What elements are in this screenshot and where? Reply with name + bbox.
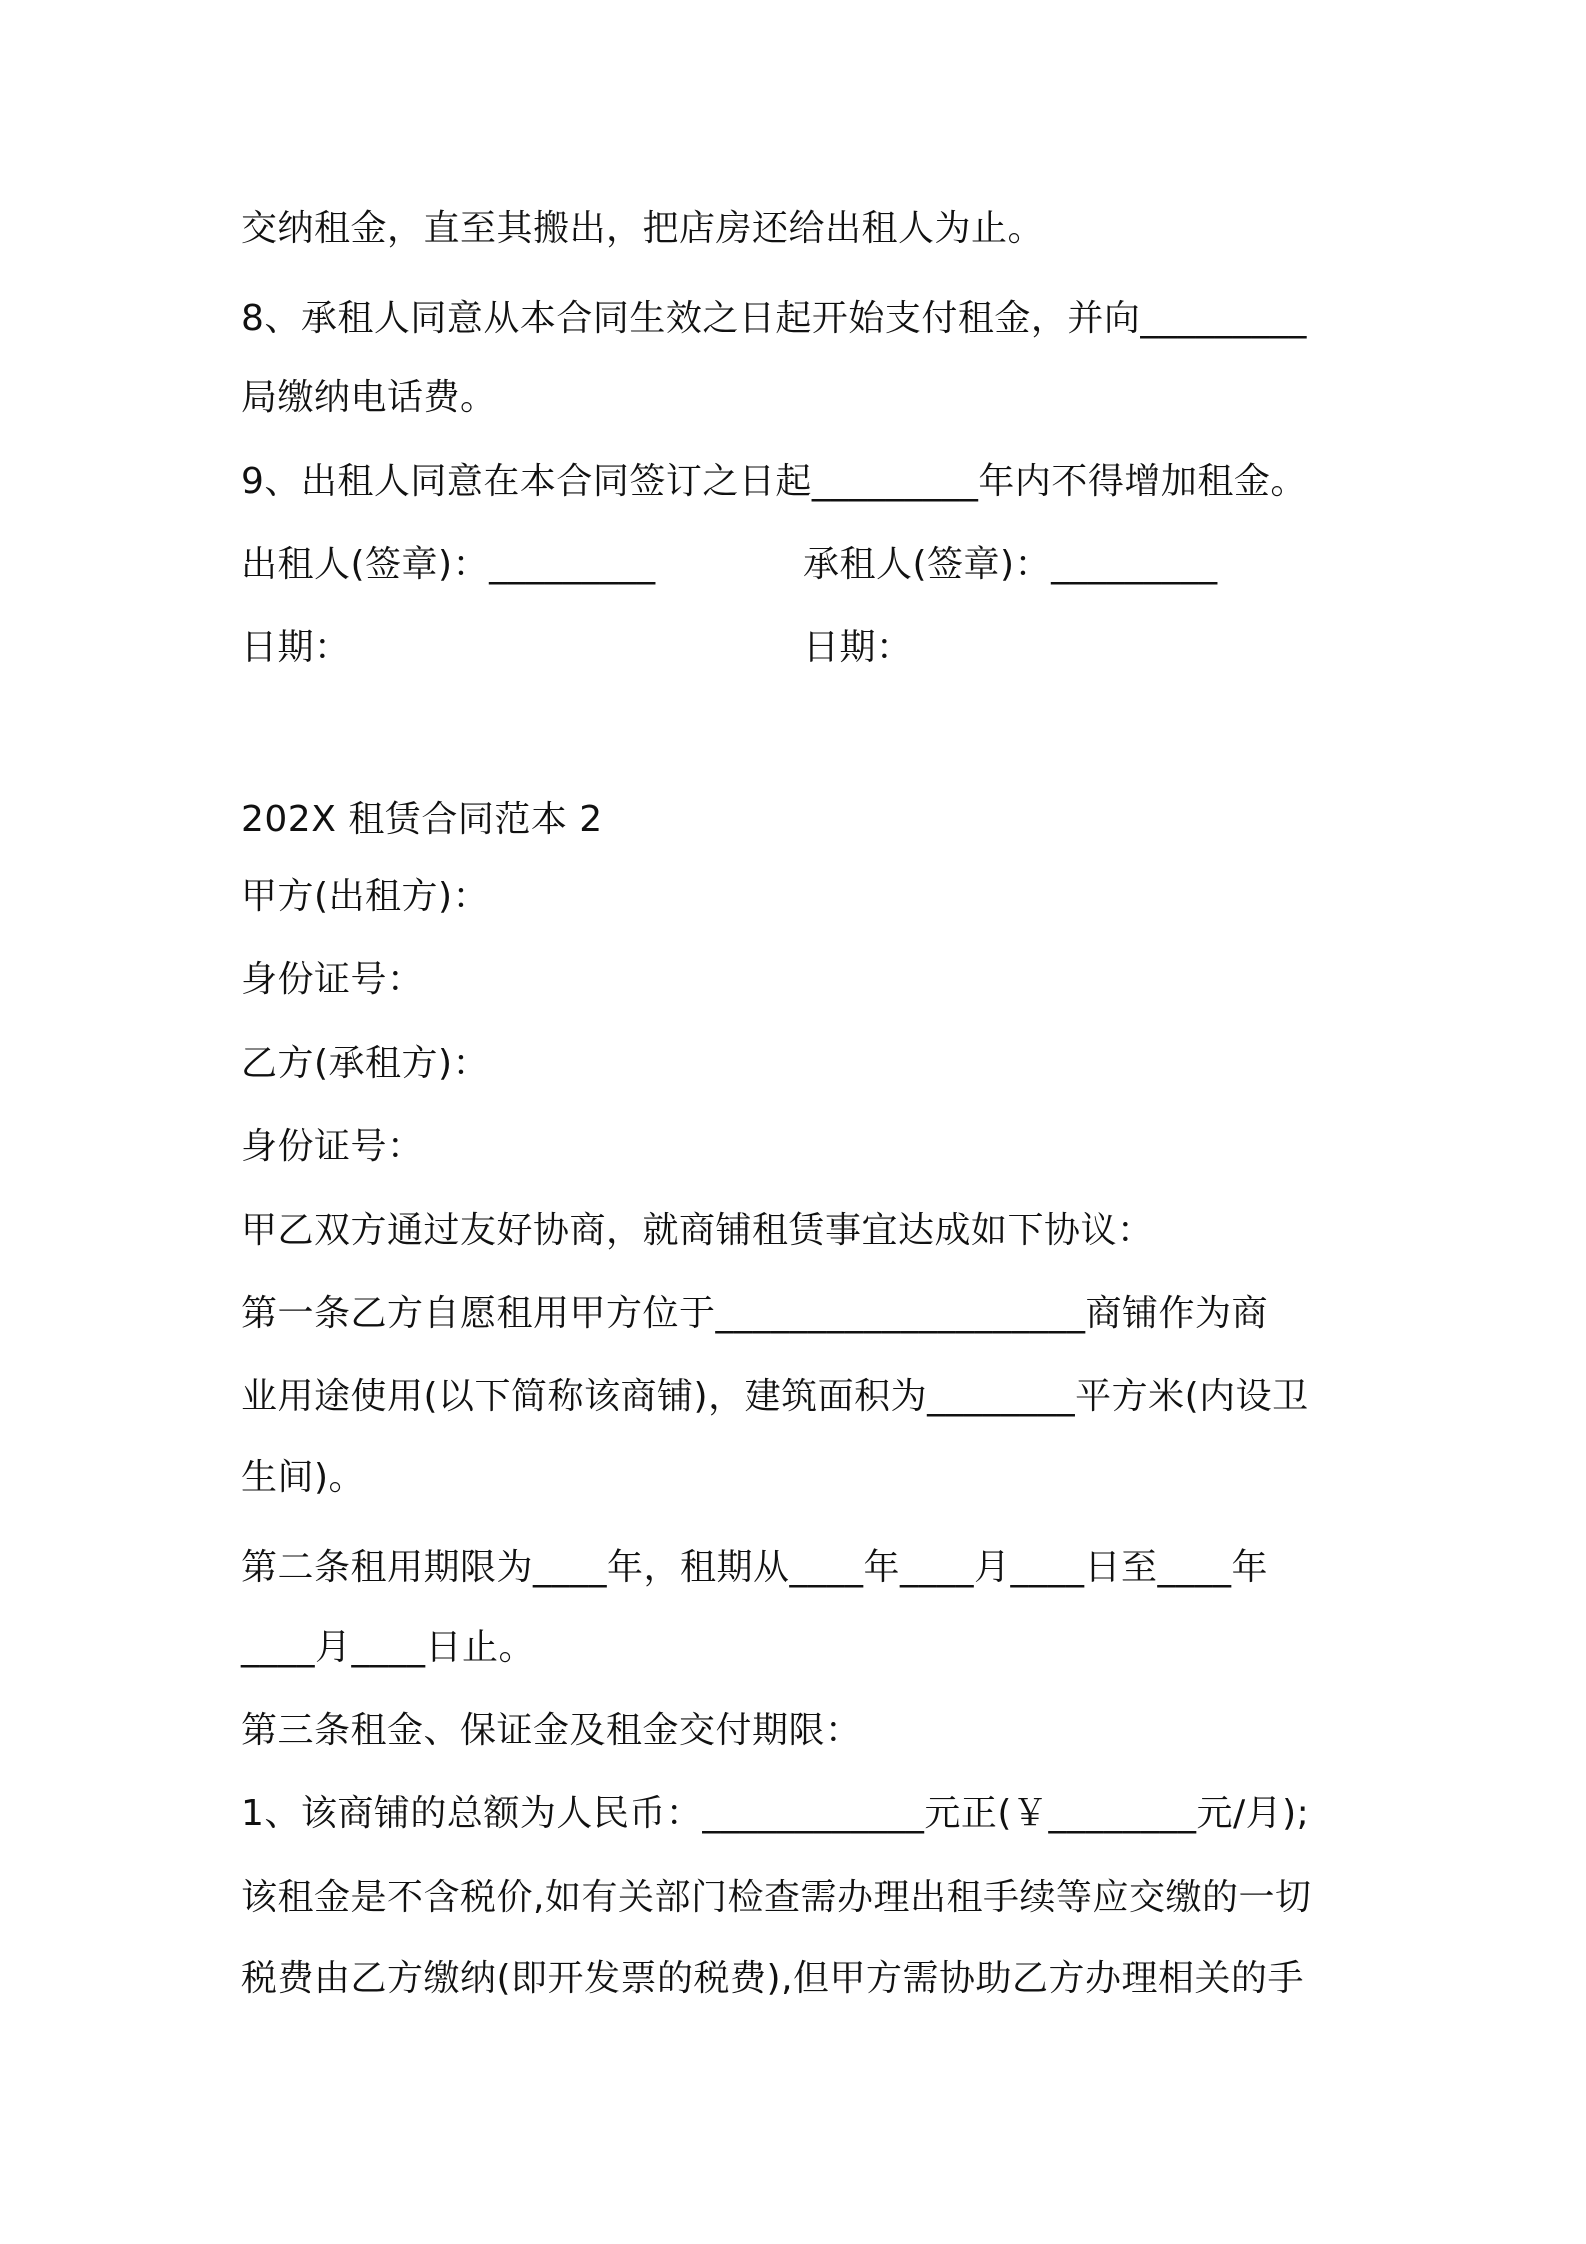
article1-line3: 生间)。 [241, 1457, 366, 1498]
article3-heading: 第三条租金、保证金及租金交付期限： [241, 1710, 862, 1751]
item1-line1: 1、该商铺的总额为人民币：____________元正(￥________元/月); [241, 1793, 1310, 1834]
party-b-label: 乙方(承租方)： [241, 1043, 490, 1084]
item1-line2: 该租金是不含税价,如有关部门检查需办理出租手续等应交缴的一切 [241, 1877, 1312, 1918]
party-a-id-label: 身份证号： [241, 959, 424, 1000]
clause7-end-text: 交纳租金，直至其搬出，把店房还给出租人为止。 [241, 208, 1045, 249]
article1-line2: 业用途使用(以下简称该商铺)，建筑面积为________平方米(内设卫 [241, 1376, 1309, 1417]
party-b-id-label: 身份证号： [241, 1126, 424, 1167]
section2-title: 202X 租赁合同范本 2 [241, 799, 603, 840]
article2-line1: 第二条租用期限为____年，租期从____年____月____日至____年 [241, 1547, 1269, 1588]
lessor-signature: 出租人(签章)：_________ [241, 544, 656, 585]
item1-line3: 税费由乙方缴纳(即开发票的税费),但甲方需协助乙方办理相关的手 [241, 1958, 1305, 1999]
lessee-date: 日期： [803, 627, 913, 668]
article2-line2: ____月____日止。 [241, 1627, 536, 1668]
party-a-label: 甲方(出租方)： [241, 876, 490, 917]
lessor-date: 日期： [241, 627, 351, 668]
clause9-text: 9、出租人同意在本合同签订之日起_________年内不得增加租金。 [241, 461, 1307, 502]
article1-line1: 第一条乙方自愿租用甲方位于____________________商铺作为商 [241, 1293, 1269, 1334]
preamble-text: 甲乙双方通过友好协商，就商铺租赁事宜达成如下协议： [241, 1210, 1154, 1251]
lessee-signature: 承租人(签章)：_________ [803, 544, 1218, 585]
clause8-line1: 8、承租人同意从本合同生效之日起开始支付租金，并向_________ [241, 298, 1307, 339]
clause8-line2: 局缴纳电话费。 [241, 377, 497, 418]
